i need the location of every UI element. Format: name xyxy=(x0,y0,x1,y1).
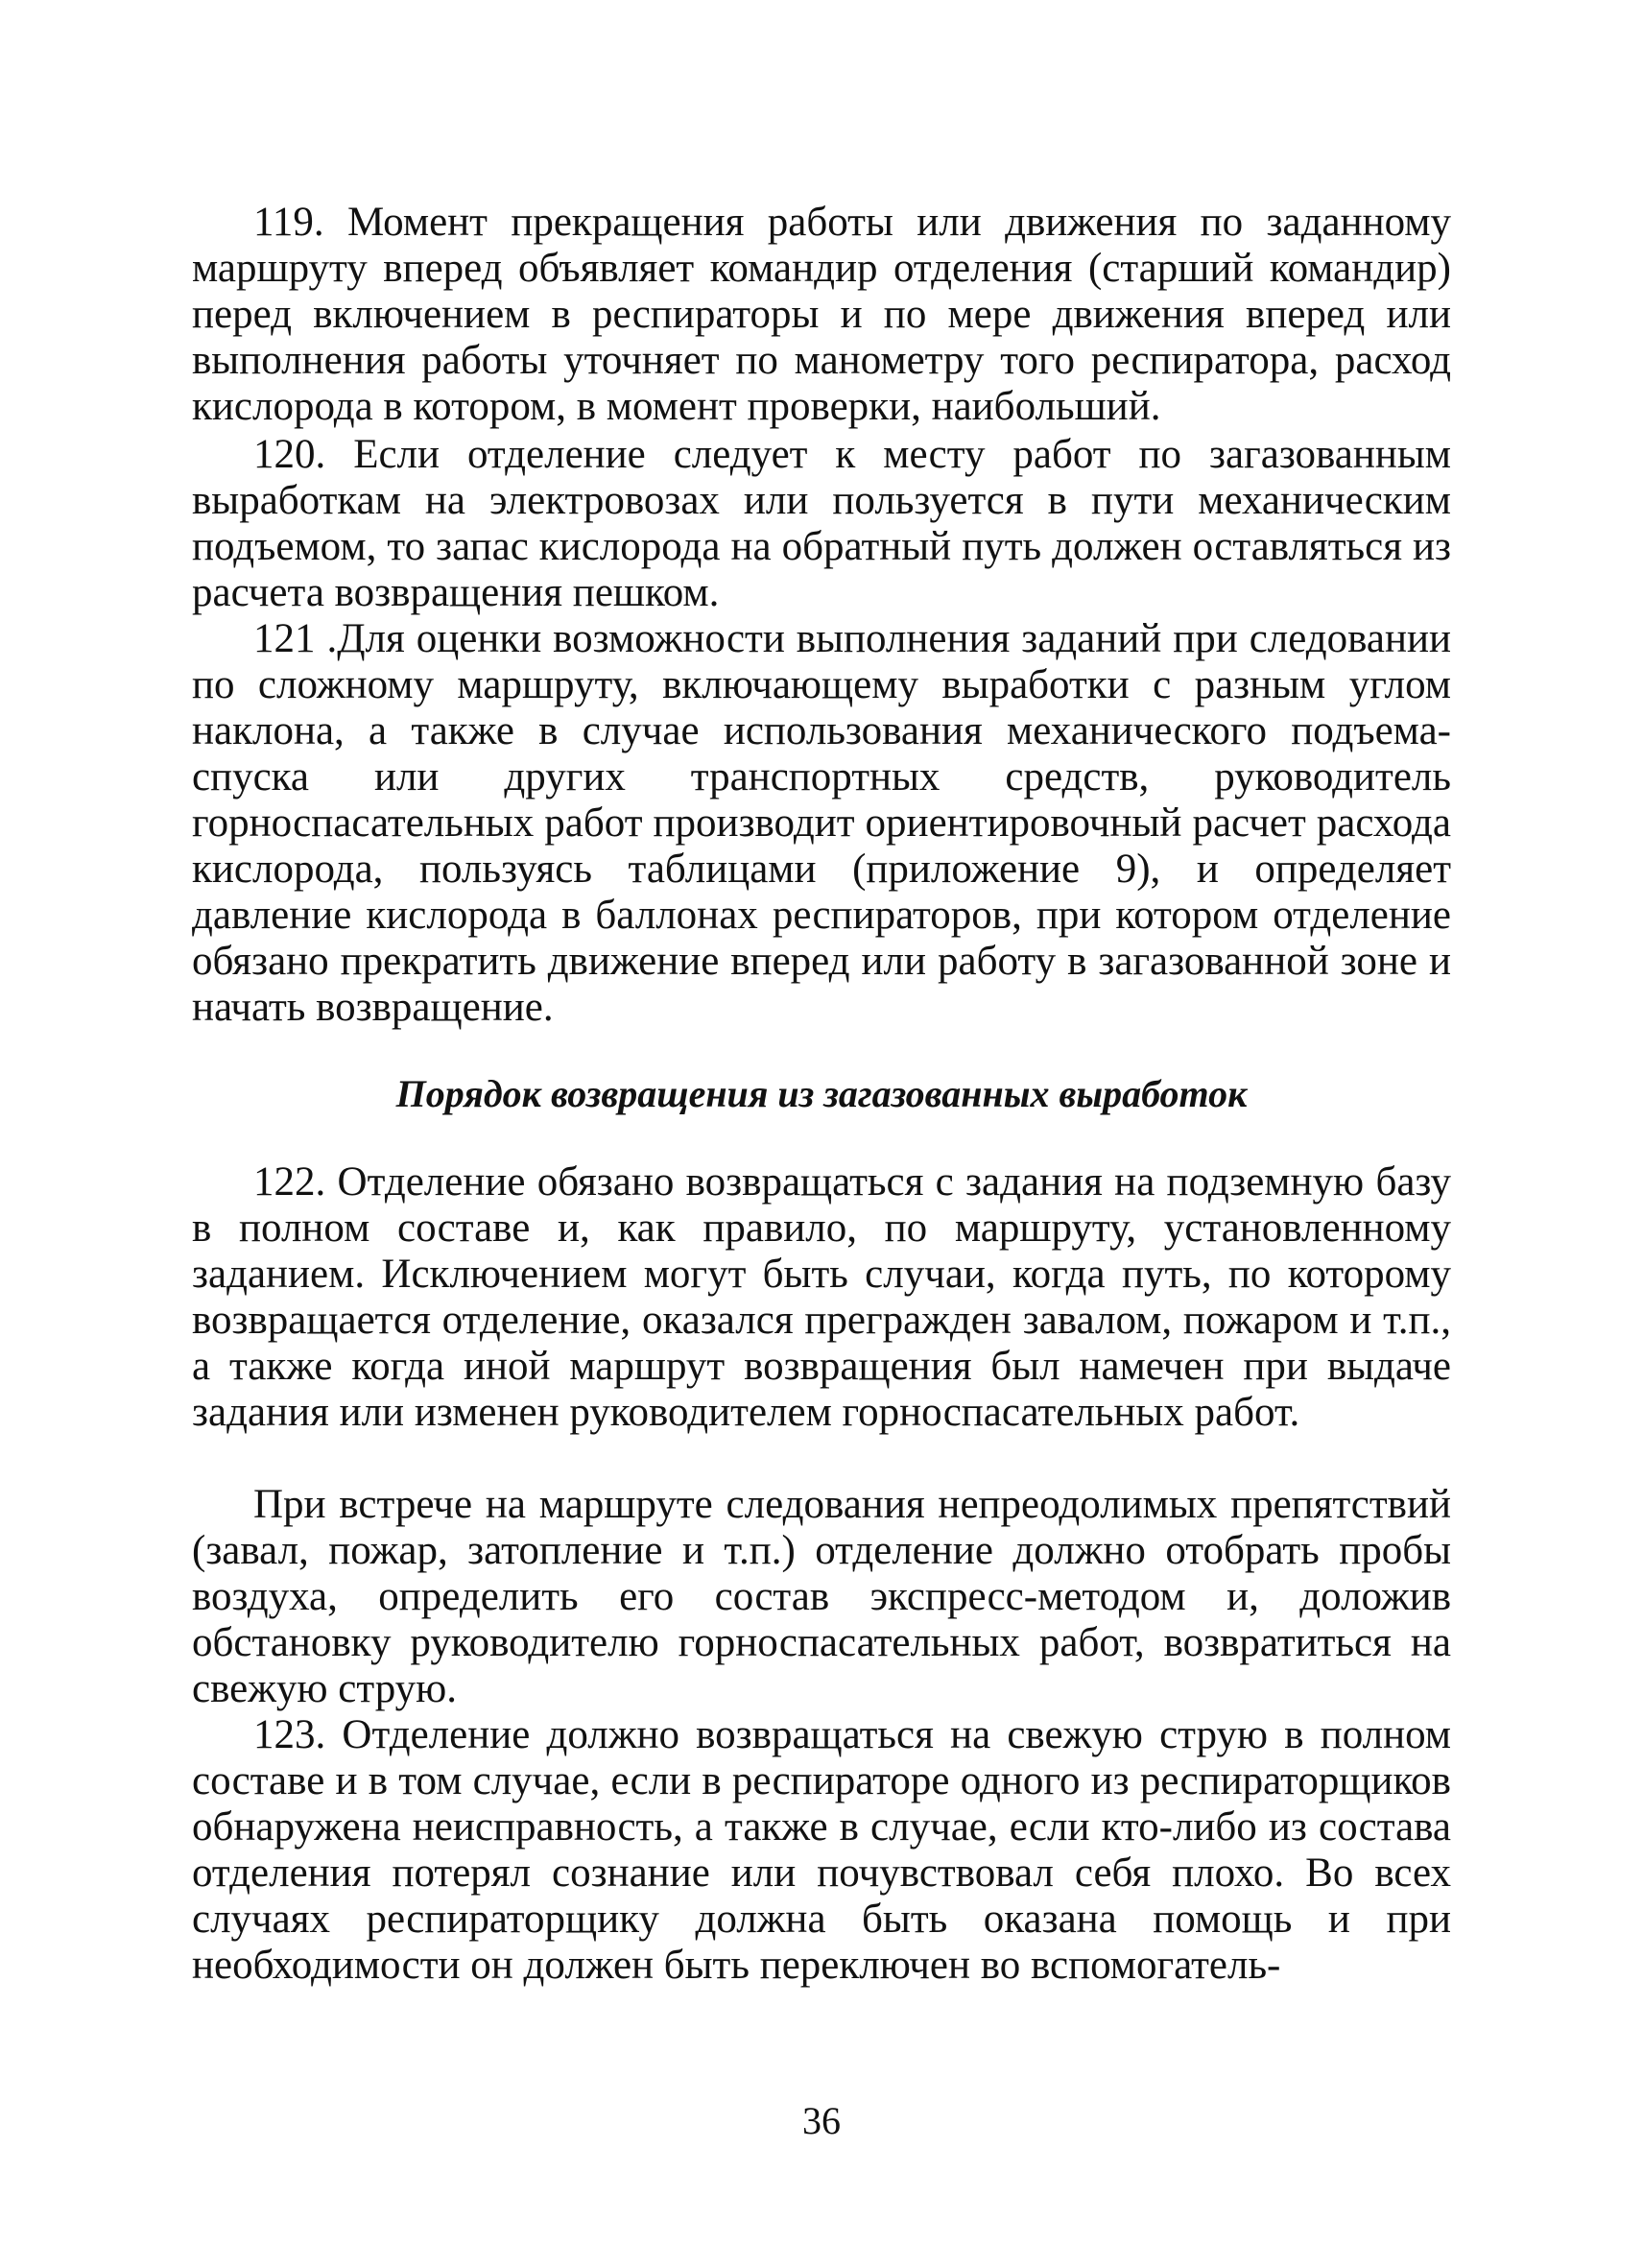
page-number: 36 xyxy=(802,2099,841,2142)
section-heading: Порядок возвращения из загазованных выработок xyxy=(395,1072,1248,1115)
paragraph-120: 120. Если отделение следует к месту работ по загазованным выработкам на электровозах или пользуется в пути механическим подъемом, то запас кислорода на обратный путь должен оставляться из расчета возвращения пешком. xyxy=(192,432,1451,615)
paragraph-119: 119. Момент прекращения работы или движения по заданному маршруту вперед объявляет командир отделения (старший командир) перед включением в респираторы и по мере движения вперед или выполнения работы уточняет по манометру того респиратора, расход кислорода в котором, в момент проверки, наибольший. xyxy=(192,200,1451,429)
paragraph-121: 121 .Для оценки возможности выполнения заданий при следовании по сложному маршруту, включающему выработки с разным углом наклона, а также в случае использования механического подъема-спуска или других транспортных средств, руководитель горноспасательных работ производит ориентировочный расчет расхода кислорода, пользуясь таблицами (приложение 9), и определяет давление кислорода в баллонах респираторов, при котором отделение обязано прекратить движение вперед или работу в загазованной зоне и начать возвращение. xyxy=(192,616,1451,1030)
paragraph-obstacles: При встрече на маршруте следования непреодолимых препятствий (завал, пожар, затопление и т.п.) отделение должно отобрать пробы воздуха, определить его состав экспресс-методом и, доложив обстановку руководителю горноспасательных работ, возвратиться на свежую струю. xyxy=(192,1482,1451,1711)
paragraph-122: 122. Отделение обязано возвращаться с задания на подземную базу в полном составе и, как правило, по маршруту, установленному заданием. Исключением могут быть случаи, когда путь, по которому возвращается отделение, оказался прегражден завалом, пожаром и т.п., а также когда иной маршрут возвращения был намечен при выдаче задания или изменен руководителем горноспасательных работ. xyxy=(192,1159,1451,1435)
paragraph-123: 123. Отделение должно возвращаться на свежую струю в полном составе и в том случае, если в респираторе одного из респираторщиков обнаружена неисправность, а также в случае, если кто-либо из состава отделения потерял сознание или почувствовал себя плохо. Во всех случаях респираторщику должна быть оказана помощь и при необходимости он должен быть переключен во вспомогатель- xyxy=(192,1712,1451,1988)
